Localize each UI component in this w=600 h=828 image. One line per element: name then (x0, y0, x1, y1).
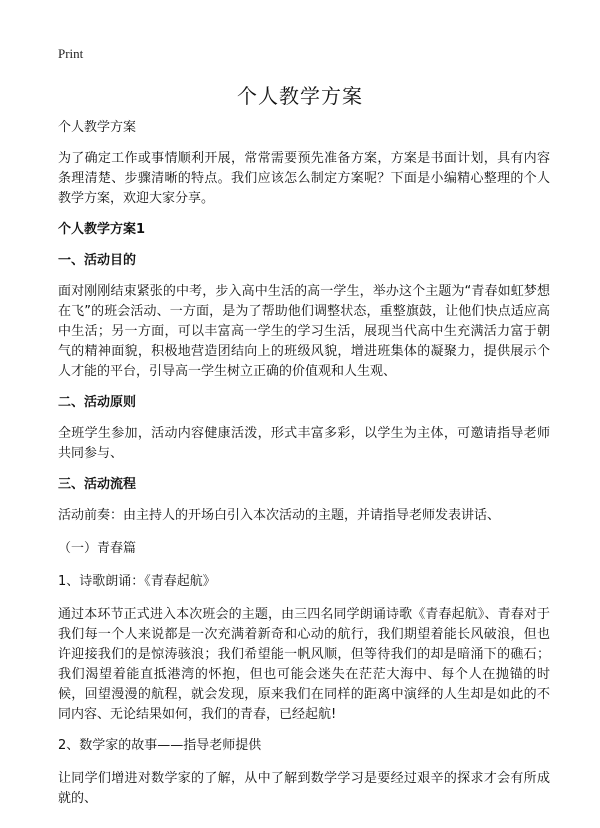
print-link[interactable]: Print (58, 46, 84, 61)
intro-paragraph: 为了确定工作或事情顺利开展，常常需要预先准备方案，方案是书面计划，具有内容条理清楚、步骤清晰的特点。我们应该怎么制定方案呢？下面是小编精心整理的个人教学方案，欢迎大家分享。 (58, 151, 550, 206)
plan-heading: 个人教学方案1 (58, 222, 146, 237)
section-body-principle: 全班学生参加，活动内容健康活泼，形式丰富多彩，以学生为主体，可邀请指导老师共同参与、 (58, 426, 550, 461)
page-title: 个人教学方案 (237, 84, 363, 108)
item-body-poetry: 通过本环节正式进入本次班会的主题，由三四名同学朗诵诗歌《青春起航》、青春对于我们每一个人来说都是一次充满着新奇和心动的航行，我们期望着能长风破浪，但也许迎接我们的是惊涛骇浪；我们希望能一帆风顺，但等待我们的却是暗涌下的礁石；我们渴望着能直抵港湾的怀抱，但也可能会迷失在茫茫大海中、每个人在抛锚的时候，回望漫漫的航程，就会发现，原来我们在同样的距离中演绎的人生却是如此的不同内容、无论结果如何，我们的青春，已经起航! (58, 607, 550, 722)
document-subtitle: 个人教学方案 (58, 120, 137, 135)
section-heading-process: 三、活动流程 (58, 477, 137, 492)
section-body-purpose: 面对刚刚结束紧张的中考，步入高中生活的高一学生，举办这个主题为“青春如虹梦想在飞”的班会活动、一方面，是为了帮助他们调整状态，重整旗鼓，让他们快点适应高中生活；另一方面，可以丰富高一学生的学习生活，展现当代高中生充满活力富于朝气的精神面貌，积极地营造团结向上的班级风貌，增进班集体的凝聚力，提供展示个人才能的平台，引导高一学生树立正确的价值观和人生观、 (58, 284, 550, 379)
section-heading-principle: 二、活动原则 (58, 395, 137, 410)
item-body-story: 让同学们增进对数学家的了解，从中了解到数学学习是要经过艰辛的探求才会有所成就的、 (58, 771, 550, 806)
section-heading-purpose: 一、活动目的 (58, 253, 137, 268)
item-label-poetry: 1、诗歌朗诵：《青春起航》 (58, 574, 216, 589)
document-body (58, 118, 550, 820)
process-prelude: 活动前奏：由主持人的开场白引入本次活动的主题，并请指导老师发表讲话、 (58, 508, 501, 523)
item-label-story: 2、数学家的故事——指导老师提供 (58, 738, 262, 753)
part-label-youth: （一）青春篇 (58, 541, 137, 556)
